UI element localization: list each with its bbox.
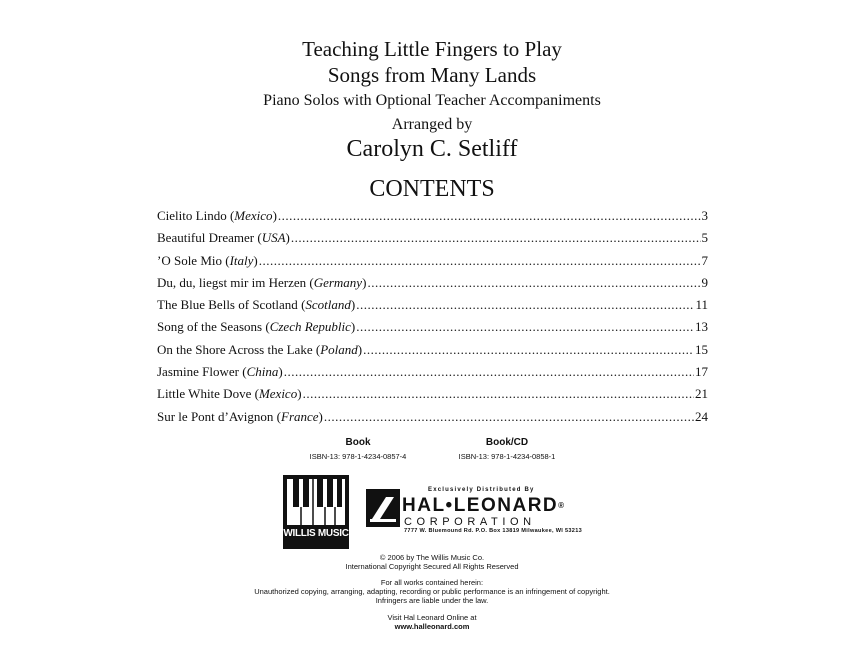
contents-entry: [157, 227, 708, 249]
entry-country: USA: [261, 230, 286, 246]
willis-logo-text: WILLIS MUSIC: [283, 528, 349, 539]
entry-title-group: ’O Sole Mio (Italy): [157, 252, 258, 268]
isbn-book-label: Book: [345, 437, 371, 448]
isbn-bookcd-label: Book/CD: [485, 437, 529, 448]
contents-entry: [157, 272, 708, 294]
willis-music-logo: [283, 475, 349, 549]
entry-title-group: Beautiful Dreamer (USA): [157, 230, 290, 246]
entry-title-group: Cielito Lindo (Mexico): [157, 208, 277, 223]
contents-entry: [157, 294, 708, 316]
entry-title-group: The Blue Bells of Scotland (Scotland): [157, 297, 356, 313]
arranger-name: Carolyn C. Setliff: [346, 136, 518, 162]
dot-leader: [324, 406, 694, 428]
entry-title: Jasmine Flower: [157, 364, 239, 380]
dot-leader: [303, 383, 694, 405]
contents-list: [157, 205, 708, 428]
entry-country: Mexico: [258, 386, 298, 402]
dot-leader: [278, 205, 701, 227]
entry-title-group: Du, du, liegst mir im Herzen (Germany): [157, 274, 367, 290]
hal-leonard-wordmark: HAL•LEONARD: [402, 495, 559, 516]
entry-page: 24: [695, 408, 708, 424]
entry-page: 11: [695, 297, 708, 313]
contents-entry: [157, 205, 708, 227]
dot-leader: [363, 339, 694, 361]
entry-title: Little White Dove: [157, 386, 252, 402]
entry-page: 5: [701, 230, 708, 246]
copyright-line: © 2006 by The Willis Music Co.: [379, 553, 485, 562]
arranged-by-label: Arranged by: [391, 116, 473, 133]
dot-leader: [367, 272, 700, 294]
subtitle: Piano Solos with Optional Teacher Accompaniments: [263, 92, 601, 109]
notice-end: Infringers are liable under the law.: [375, 596, 489, 605]
entry-title-group: Little White Dove (Mexico): [157, 386, 302, 402]
dot-leader: [259, 250, 701, 272]
hal-leonard-emblem-icon: [366, 489, 400, 527]
contents-entry: [157, 361, 708, 383]
contents-entry: [157, 406, 708, 428]
entry-title: Song of the Seasons: [157, 319, 263, 335]
entry-country: Germany: [313, 274, 363, 290]
entry-country: Italy: [229, 252, 254, 268]
entry-page: 21: [695, 386, 708, 402]
hal-leonard-address: 7777 W. Bluemound Rd. P.O. Box 13819 Milwaukee, WI 53213: [404, 528, 583, 534]
notice-body: Unauthorized copying, arranging, adapting, recording or public performance is an infringement of copyright.: [254, 587, 610, 596]
entry-title-group: Jasmine Flower (China): [157, 364, 283, 380]
dot-leader: [356, 316, 694, 338]
entry-page: 17: [695, 364, 708, 380]
registered-mark: ®: [558, 501, 565, 510]
exclusive-distributor-label: Exclusively Distributed By: [428, 487, 535, 493]
dot-leader: [284, 361, 694, 383]
contents-entry: [157, 339, 708, 361]
title-line-2: Songs from Many Lands: [327, 63, 537, 87]
isbn-bookcd: [427, 436, 587, 462]
hal-leonard-name: [402, 496, 564, 516]
hal-leonard-corporation: CORPORATION: [404, 516, 536, 528]
entry-title: The Blue Bells of Scotland: [157, 297, 298, 313]
isbn-bookcd-number: ISBN-13: 978-1-4234-0858-1: [458, 452, 556, 461]
dot-leader: [291, 227, 701, 249]
entry-country: Mexico: [234, 208, 273, 223]
entry-title-group: Song of the Seasons (Czech Republic): [157, 319, 356, 335]
entry-title: Du, du, liegst mir im Herzen: [157, 274, 307, 290]
notice-intro: For all works contained herein:: [380, 578, 484, 587]
entry-country: Poland: [320, 341, 358, 357]
rights-line: International Copyright Secured All Rights Reserved: [345, 562, 519, 571]
entry-page: 7: [701, 252, 708, 268]
entry-page: 9: [701, 274, 708, 290]
piano-keys-icon: [287, 479, 345, 525]
entry-title: Sur le Pont d’Avignon: [157, 408, 274, 424]
entry-page: 3: [701, 208, 708, 223]
entry-country: China: [246, 364, 279, 380]
entry-title-group: Sur le Pont d’Avignon (France): [157, 408, 323, 424]
isbn-book: [278, 436, 438, 462]
dot-leader: [356, 294, 694, 316]
entry-page: 13: [695, 319, 708, 335]
contents-entry: [157, 316, 708, 338]
entry-country: Czech Republic: [269, 319, 351, 335]
title-line-1: Teaching Little Fingers to Play: [302, 37, 562, 61]
entry-title: Beautiful Dreamer: [157, 230, 255, 246]
entry-title: Cielito Lindo: [157, 208, 227, 223]
website-link[interactable]: www.halleonard.com: [394, 622, 470, 631]
entry-page: 15: [695, 341, 708, 357]
entry-country: France: [281, 408, 319, 424]
entry-country: Scotland: [305, 297, 351, 313]
contents-entry: [157, 383, 708, 405]
contents-heading: CONTENTS: [369, 176, 495, 202]
visit-line: Visit Hal Leonard Online at: [387, 613, 477, 622]
contents-entry: [157, 250, 708, 272]
entry-title: On the Shore Across the Lake: [157, 341, 313, 357]
entry-title: ’O Sole Mio: [157, 252, 222, 268]
entry-title-group: On the Shore Across the Lake (Poland): [157, 341, 363, 357]
isbn-book-number: ISBN-13: 978-1-4234-0857-4: [309, 452, 407, 461]
